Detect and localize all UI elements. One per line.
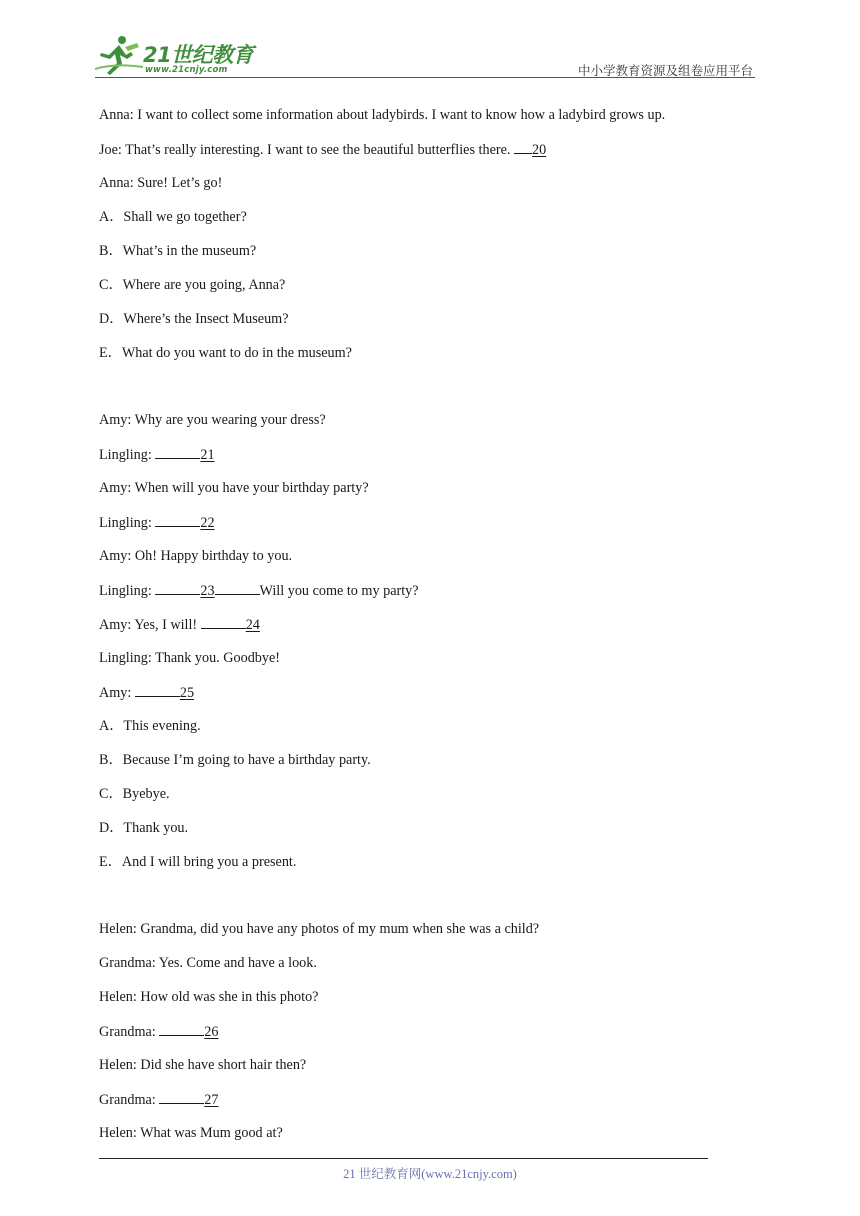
header-tagline: 中小学教育资源及组卷应用平台 [577,64,753,78]
line-text: Grandma: [99,1092,160,1108]
line-text: Grandma: Yes. Come and have a look. [99,955,317,971]
dialogue-line [99,443,719,477]
option-a: A．Shall we go together? [99,209,247,225]
option-b: B．What’s in the museum? [99,243,257,259]
option-e: E．And I will bring you a present. [99,854,297,870]
page-header [95,33,755,79]
runner-logo-icon [95,33,145,77]
answer-blank-25[interactable] [135,681,194,704]
dialogue-line [99,681,719,715]
blank-number: 26 [204,1024,219,1040]
blank-number: 20 [531,142,547,158]
dialogue-line [99,647,719,681]
blank-number: 25 [179,685,195,701]
line-text: Amy: Why are you wearing your dress? [99,412,326,428]
footer-divider [99,1158,708,1159]
site-logo [95,33,265,77]
dialogue-line [99,511,719,545]
blank-number: 22 [200,515,215,531]
dialogue-line [99,579,719,613]
dialogue-line [99,545,719,579]
line-text: Anna: Sure! Let’s go! [99,175,223,191]
dialogue-line [99,477,719,511]
page-footer: 21 世纪教育网(www.21cnjy.com) [343,1167,517,1181]
dialogue-line [99,1054,719,1088]
answer-blank-27[interactable] [159,1088,218,1111]
dialogue-line [99,104,719,138]
dialogue-line [99,1122,719,1156]
dialogue-line [99,1020,719,1054]
answer-blank-22[interactable] [155,511,214,534]
blank-number: 21 [200,447,215,463]
dialogue-line [99,613,719,647]
document-body [99,104,719,1156]
option-c: C．Where are you going, Anna? [99,277,286,293]
line-text: Helen: Did she have short hair then? [99,1057,307,1073]
line-text: Lingling: [99,583,156,599]
line-text: Amy: Oh! Happy birthday to you. [99,548,293,564]
line-text: Lingling: [99,447,156,463]
answer-blank-21[interactable] [155,443,214,466]
option-b: B．Because I’m going to have a birthday party. [99,752,371,768]
header-divider [95,77,755,78]
line-text: Helen: What was Mum good at? [99,1125,283,1141]
line-text: Anna: I want to collect some information about ladybirds. I want to know how a ladybird grows up. [99,107,666,123]
option-a: A．This evening. [99,718,201,734]
option-e: E．What do you want to do in the museum? [99,345,352,361]
section-gap [99,885,719,918]
line-text: Grandma: [99,1024,160,1040]
line-text: Helen: Grandma, did you have any photos of my mum when she was a child? [99,921,540,937]
dialogue-line [99,952,719,986]
blank-number: 23 [200,583,215,599]
line-text: Amy: When will you have your birthday party? [99,480,369,496]
blank-number: 24 [245,617,260,633]
line-text: Helen: How old was she in this photo? [99,989,319,1005]
line-text: Amy: Yes, I will! [99,617,201,633]
logo-url: www.21cnjy.com [145,65,228,75]
dialogue-line [99,918,719,952]
line-text: Amy: [99,685,135,701]
answer-blank-20[interactable] [514,138,546,161]
option-c: C．Byebye. [99,786,170,802]
line-text: Lingling: Thank you. Goodbye! [99,650,281,666]
line-text: Joe: That’s really interesting. I want to see the beautiful butterflies there. [99,142,514,158]
dialogue-line [99,986,719,1020]
line-text: Will you come to my party? [259,583,419,599]
answer-blank-23[interactable] [155,579,259,602]
logo-text: 21世纪教育 [143,43,254,67]
dialogue-line [99,409,719,443]
dialogue-line [99,1088,719,1122]
dialogue-line [99,172,719,206]
blank-number: 27 [204,1092,219,1108]
section-gap [99,376,719,409]
answer-blank-26[interactable] [159,1020,218,1043]
dialogue-line [99,138,719,172]
option-d: D．Thank you. [99,820,189,836]
option-d: D．Where’s the Insect Museum? [99,311,289,327]
answer-blank-24[interactable] [201,613,260,636]
line-text: Lingling: [99,515,156,531]
